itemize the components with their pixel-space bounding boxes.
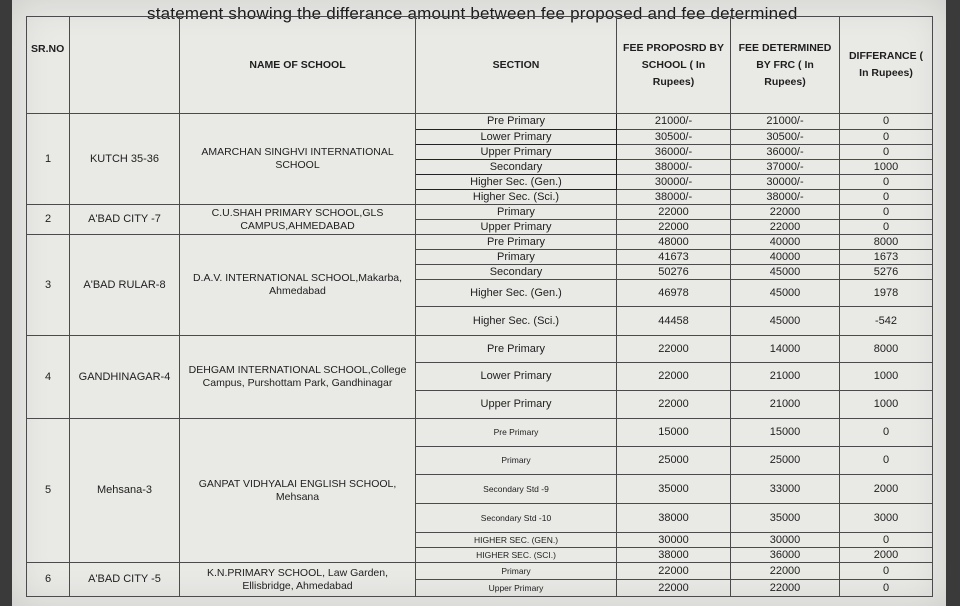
- proposed-cell: 50276: [617, 265, 731, 280]
- determined-cell: 14000: [731, 336, 840, 363]
- difference-cell: 0: [840, 114, 933, 130]
- section-cell: Pre Primary: [416, 235, 617, 250]
- table-row: [27, 419, 933, 447]
- difference-cell: 0: [840, 145, 933, 160]
- section-cell: Pre Primary: [416, 114, 617, 130]
- determined-cell: 25000: [731, 447, 840, 475]
- section-cell: Higher Sec. (Gen.): [416, 175, 617, 190]
- section-cell: Upper Primary: [416, 391, 617, 419]
- determined-cell: 21000: [731, 363, 840, 391]
- determined-cell: 45000: [731, 280, 840, 307]
- determined-cell: 22000: [731, 220, 840, 235]
- sr-cell: 1: [27, 114, 70, 205]
- determined-cell: 33000: [731, 475, 840, 504]
- proposed-cell: 41673: [617, 250, 731, 265]
- school-name-cell: D.A.V. INTERNATIONAL SCHOOL,Makarba, Ahmedabad: [180, 235, 416, 336]
- district-cell: GANDHINAGAR-4: [70, 336, 180, 419]
- determined-cell: 30000/-: [731, 175, 840, 190]
- difference-cell: 3000: [840, 504, 933, 533]
- table-row: [27, 563, 933, 580]
- proposed-cell: 38000: [617, 548, 731, 563]
- determined-cell: 37000/-: [731, 160, 840, 175]
- difference-cell: 0: [840, 205, 933, 220]
- section-cell: Upper Primary: [416, 220, 617, 235]
- proposed-cell: 36000/-: [617, 145, 731, 160]
- difference-cell: 1978: [840, 280, 933, 307]
- determined-cell: 21000: [731, 391, 840, 419]
- difference-cell: 0: [840, 190, 933, 205]
- section-cell: HIGHER SEC. (GEN.): [416, 533, 617, 548]
- table-row: [27, 205, 933, 220]
- difference-cell: 0: [840, 130, 933, 145]
- section-cell: Secondary Std -10: [416, 504, 617, 533]
- sr-cell: 6: [27, 563, 70, 597]
- section-cell: Lower Primary: [416, 130, 617, 145]
- district-cell: A'BAD RULAR-8: [70, 235, 180, 336]
- determined-cell: 21000/-: [731, 114, 840, 130]
- school-name-cell: DEHGAM INTERNATIONAL SCHOOL,College Campus, Purshottam Park, Gandhinagar: [180, 336, 416, 419]
- sr-cell: 5: [27, 419, 70, 563]
- determined-cell: 45000: [731, 307, 840, 336]
- header-difference: DIFFERANCE ( In Rupees): [840, 17, 933, 114]
- header-section: SECTION: [416, 17, 617, 114]
- section-cell: Primary: [416, 447, 617, 475]
- difference-cell: 0: [840, 580, 933, 597]
- sr-cell: 4: [27, 336, 70, 419]
- difference-cell: 0: [840, 220, 933, 235]
- proposed-cell: 30000/-: [617, 175, 731, 190]
- table-row: [27, 235, 933, 250]
- header-determined: FEE DETERMINED BY FRC ( In Rupees): [731, 17, 840, 114]
- determined-cell: 36000/-: [731, 145, 840, 160]
- header-school: NAME OF SCHOOL: [180, 17, 416, 114]
- proposed-cell: 46978: [617, 280, 731, 307]
- determined-cell: 30500/-: [731, 130, 840, 145]
- section-cell: Upper Primary: [416, 145, 617, 160]
- section-cell: Lower Primary: [416, 363, 617, 391]
- proposed-cell: 22000: [617, 391, 731, 419]
- proposed-cell: 48000: [617, 235, 731, 250]
- difference-cell: 0: [840, 419, 933, 447]
- proposed-cell: 22000: [617, 580, 731, 597]
- determined-cell: 30000: [731, 533, 840, 548]
- proposed-cell: 15000: [617, 419, 731, 447]
- fee-table: [26, 16, 933, 597]
- section-cell: HIGHER SEC. (SCI.): [416, 548, 617, 563]
- sr-cell: 2: [27, 205, 70, 235]
- header-district: [70, 17, 180, 114]
- proposed-cell: 22000: [617, 220, 731, 235]
- proposed-cell: 38000: [617, 504, 731, 533]
- determined-cell: 40000: [731, 235, 840, 250]
- proposed-cell: 35000: [617, 475, 731, 504]
- header-sr: SR.NO: [27, 17, 70, 114]
- difference-cell: 8000: [840, 235, 933, 250]
- section-cell: Upper Primary: [416, 580, 617, 597]
- proposed-cell: 30500/-: [617, 130, 731, 145]
- proposed-cell: 22000: [617, 363, 731, 391]
- proposed-cell: 22000: [617, 336, 731, 363]
- difference-cell: -542: [840, 307, 933, 336]
- difference-cell: 0: [840, 533, 933, 548]
- difference-cell: 0: [840, 175, 933, 190]
- table-header-row: [27, 17, 933, 114]
- table-row: [27, 114, 933, 130]
- determined-cell: 22000: [731, 205, 840, 220]
- difference-cell: 0: [840, 447, 933, 475]
- difference-cell: 2000: [840, 548, 933, 563]
- difference-cell: 1000: [840, 363, 933, 391]
- section-cell: Pre Primary: [416, 336, 617, 363]
- determined-cell: 22000: [731, 563, 840, 580]
- proposed-cell: 38000/-: [617, 190, 731, 205]
- section-cell: Secondary: [416, 160, 617, 175]
- school-name-cell: GANPAT VIDHYALAI ENGLISH SCHOOL, Mehsana: [180, 419, 416, 563]
- section-cell: Secondary Std -9: [416, 475, 617, 504]
- district-cell: Mehsana-3: [70, 419, 180, 563]
- district-cell: KUTCH 35-36: [70, 114, 180, 205]
- determined-cell: 45000: [731, 265, 840, 280]
- difference-cell: 5276: [840, 265, 933, 280]
- section-cell: Higher Sec. (Sci.): [416, 190, 617, 205]
- section-cell: Primary: [416, 205, 617, 220]
- determined-cell: 40000: [731, 250, 840, 265]
- proposed-cell: 25000: [617, 447, 731, 475]
- section-cell: Pre Primary: [416, 419, 617, 447]
- school-name-cell: K.N.PRIMARY SCHOOL, Law Garden, Ellisbridge, Ahmedabad: [180, 563, 416, 597]
- determined-cell: 15000: [731, 419, 840, 447]
- section-cell: Higher Sec. (Sci.): [416, 307, 617, 336]
- difference-cell: 1000: [840, 391, 933, 419]
- sr-cell: 3: [27, 235, 70, 336]
- proposed-cell: 22000: [617, 205, 731, 220]
- difference-cell: 1000: [840, 160, 933, 175]
- determined-cell: 38000/-: [731, 190, 840, 205]
- proposed-cell: 22000: [617, 563, 731, 580]
- difference-cell: 0: [840, 563, 933, 580]
- difference-cell: 8000: [840, 336, 933, 363]
- school-name-cell: C.U.SHAH PRIMARY SCHOOL,GLS CAMPUS,AHMEDABAD: [180, 205, 416, 235]
- section-cell: Primary: [416, 250, 617, 265]
- section-cell: Higher Sec. (Gen.): [416, 280, 617, 307]
- district-cell: A'BAD CITY -5: [70, 563, 180, 597]
- section-cell: Primary: [416, 563, 617, 580]
- table-row: [27, 336, 933, 363]
- difference-cell: 1673: [840, 250, 933, 265]
- section-cell: Secondary: [416, 265, 617, 280]
- header-proposed: FEE PROPOSRD BY SCHOOL ( In Rupees): [617, 17, 731, 114]
- proposed-cell: 30000: [617, 533, 731, 548]
- proposed-cell: 21000/-: [617, 114, 731, 130]
- determined-cell: 22000: [731, 580, 840, 597]
- proposed-cell: 44458: [617, 307, 731, 336]
- determined-cell: 36000: [731, 548, 840, 563]
- proposed-cell: 38000/-: [617, 160, 731, 175]
- determined-cell: 35000: [731, 504, 840, 533]
- difference-cell: 2000: [840, 475, 933, 504]
- document-page: [12, 0, 946, 606]
- page-title: statement showing the differance amount between fee proposed and fee determined: [147, 4, 798, 23]
- district-cell: A'BAD CITY -7: [70, 205, 180, 235]
- school-name-cell: AMARCHAN SINGHVI INTERNATIONAL SCHOOL: [180, 114, 416, 205]
